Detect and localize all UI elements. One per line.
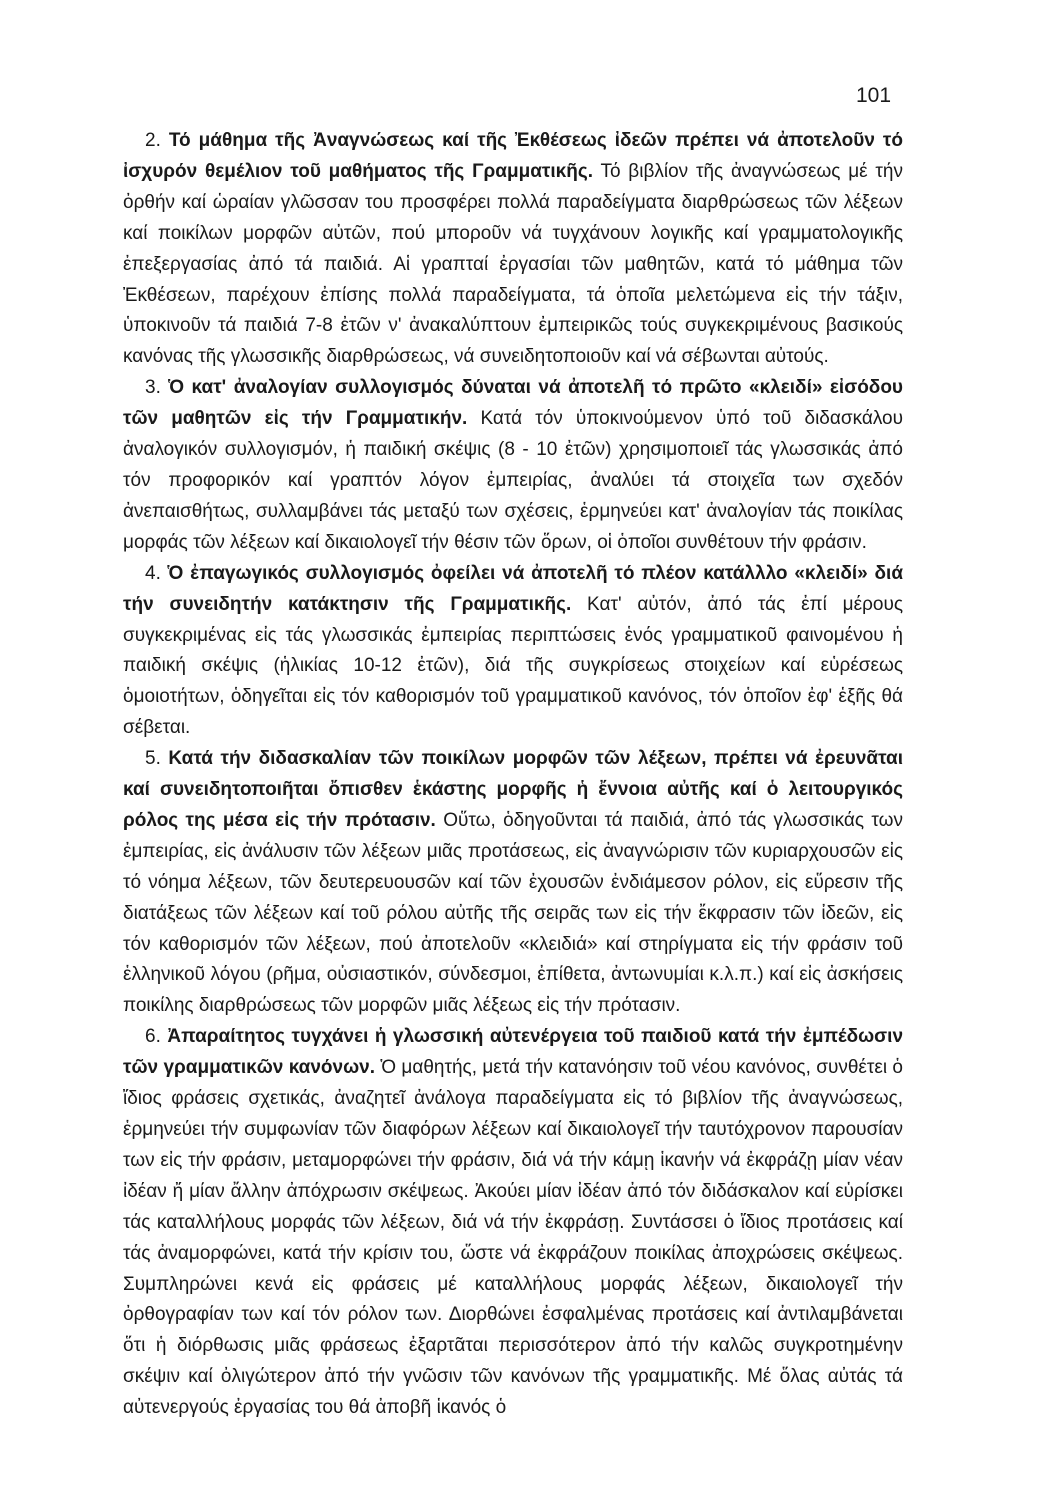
paragraph-heading: Τό μάθημα τῆς Ἀναγνώσεως καί τῆς Ἐκθέσεως ἰδεῶν πρέπει νά ἀποτελοῦν τό ἰσχυρόν θεμέλιον τοῦ μαθήματος τῆς Γραμματικῆς. (123, 130, 903, 182)
paragraph-number: 4. (145, 562, 161, 584)
body-text (123, 126, 903, 1424)
paragraph-6 (123, 1022, 903, 1424)
paragraph-3 (123, 373, 903, 558)
paragraph-body: Τό βιβλίον τῆς ἀναγνώσεως μέ τήν ὀρθήν καί ὡραίαν γλῶσσαν του προσφέρει πολλά παραδείγματα διαρθρώσεως τῶν λέξεων καί ποικίλων μορφῶν αὐτῶν, πού μποροῦν νά τυγχάνουν λογικῆς καί γραμματολογικῆς ἐπεξεργασίας ἀπό τά παιδιά. Αἱ γραπταί ἐργασίαι τῶν μαθητῶν, κατά τό μάθημα τῶν Ἐκθέσεων, παρέχουν ἐπίσης πολλά παραδείγματα, τά ὁποῖα μελετώμενα εἰς τήν τάξιν, ὑποκινοῦν τά παιδιά 7-8 ἐτῶν ν' ἀνακαλύπτουν ἐμπειρικῶς τούς συγκεκριμένους βασικούς κανόνας τῆς γλωσσικῆς διαρθρώσεως, νά συνειδητοποιοῦν καί νά σέβωνται αὐτούς. (123, 160, 903, 368)
paragraph-heading: Ὁ κατ' ἀναλογίαν συλλογισμός δύναται νά ἀποτελῆ τό πρῶτο «κλειδί» εἰσόδου τῶν μαθητῶν εἰς τήν Γραμματικήν. (123, 377, 903, 430)
paragraph-number: 3. (145, 377, 161, 399)
paragraph-heading: Κατά τήν διδασκαλίαν τῶν ποικίλων μορφῶν τῶν λέξεων, πρέπει νά ἐρευνᾶται καί συνειδητοποιῆται ὄπισθεν ἑκάστης μορφῆς ἡ ἔννοια αὐτῆς καί ὁ λειτουργικός ρόλος της μέσα εἰς τήν πρότασιν. (123, 748, 904, 831)
paragraph-number: 2. (145, 130, 161, 151)
paragraph-body: Κατ' αὐτόν, ἀπό τάς ἐπί μέρους συγκεκριμένας εἰς τάς γλωσσικάς ἐμπειρίας περιπτώσεις ἑνός γραμματικοῦ φαινομένου ἡ παιδική σκέψις (ἡλικίας 10-12 ἐτῶν), διά τῆς συγκρίσεως στοιχείων καί εὑρέσεως ὁμοιοτήτων, ὁδηγεῖται εἰς τόν καθορισμόν τοῦ γραμματικοῦ κανόνος, τόν ὁποῖον ἐφ' ἑξῆς θά σέβεται. (123, 593, 904, 739)
paragraph-body: Ὁ μαθητής, μετά τήν κατανόησιν τοῦ νέου κανόνος, συνθέτει ὁ ἴδιος φράσεις σχετικάς, ἀναζητεῖ ἀνάλογα παραδείγματα εἰς τό βιβλίον τῆς ἀναγνώσεως, ἑρμηνεύει τήν συμφωνίαν τῶν διαφόρων λέξεων καί δικαιολογεῖ τήν ταυτόχρονον παρουσίαν των εἰς τήν φράσιν, μεταμορφώνει τήν φράσιν, διά νά τήν κάμῃ ἱκανήν νά ἐκφράζῃ μίαν νέαν ἰδέαν ἤ μίαν ἄλλην ἀπόχρωσιν σκέψεως. Ἀκούει μίαν ἰδέαν ἀπό τόν διδάσκαλον καί εὑρίσκει τάς καταλλήλους μορφάς τῶν λέξεων, διά νά τήν ἐκφράσῃ. Συντάσσει ὁ ἴδιος προτάσεις καί τάς ἀναμορφώνει, κατά τήν κρίσιν του, ὥστε νά ἐκφράζουν ποικίλας ἀποχρώσεις σκέψεως. Συμπληρώνει κενά εἰς φράσεις μέ καταλλήλους μορφάς λέξεων, δικαιολογεῖ τήν ὀρθογραφίαν των καί τόν ρόλον των. Διορθώνει ἐσφαλμένας προτάσεις καί ἀντιλαμβάνεται ὅτι ἡ διόρθωσις μιᾶς φράσεως ἐξαρτᾶται περισσότερον ἀπό τήν καλῶς συγκροτημένην σκέψιν καί ὀλιγώτερον ἀπό τήν γνῶσιν τῶν κανόνων τῆς γραμματικῆς. Μέ ὅλας αὐτάς τά αὐτενεργούς ἐργασίας του θά ἀποβῆ ἱκανός ὁ (123, 1057, 903, 1419)
paragraph-heading: Ἀπαραίτητος τυγχάνει ἡ γλωσσική αὐτενέργεια τοῦ παιδιοῦ κατά τήν ἐμπέδωσιν τῶν γραμματικῶν κανόνων. (123, 1026, 904, 1079)
paragraph-body: Οὕτω, ὁδηγοῦνται τά παιδιά, ἀπό τάς γλωσσικάς των ἐμπειρίας, εἰς ἀνάλυσιν τῶν λέξεων μιᾶς προτάσεως, εἰς ἀναγνώρισιν τῶν κυριαρχουσῶν εἰς τό νόημα λέξεων, τῶν δευτερευουσῶν καί τῶν ἐχουσῶν ἐνδιάμεσον ρόλον, εἰς εὕρεσιν τῆς διατάξεως τῶν λέξεων καί τοῦ ρόλου αὐτῆς τῆς σειρᾶς των εἰς τήν ἔκφρασιν τῶν ἰδεῶν, εἰς τόν καθορισμόν τῶν λέξεων, πού ἀποτελοῦν «κλειδιά» καί στηρίγματα εἰς τήν φράσιν τοῦ ἑλληνικοῦ λόγου (ρῆμα, οὐσιαστικόν, σύνδεσμοι, ἐπίθετα, ἀντωνυμίαι κ.λ.π.) καί εἰς ἀσκήσεις ποικίλης διαρθρώσεως τῶν μορφῶν μιᾶς λέξεως εἰς τήν πρότασιν. (123, 809, 903, 1017)
paragraph-5 (123, 744, 903, 1022)
paragraph-number: 5. (145, 748, 161, 770)
paragraph-4 (123, 559, 903, 744)
paragraph-number: 6. (145, 1026, 161, 1048)
page-number: 101 (856, 84, 892, 107)
paragraph-heading: Ὁ ἐπαγωγικός συλλογισμός ὀφείλει νά ἀποτελῆ τό πλέον κατάλλλο «κλειδί» διά τήν συνειδητήν κατάκτησιν τῆς Γραμματικῆς. (123, 562, 904, 615)
paragraph-2 (123, 126, 903, 373)
paragraph-body: Κατά τόν ὑποκινούμενον ὑπό τοῦ διδασκάλου ἀναλογικόν συλλογισμόν, ἡ παιδική σκέψις (8 - 10 ἐτῶν) χρησιμοποιεῖ τάς γλωσσικάς ἀπό τόν προφορικόν καί γραπτόν λόγον ἐμπειρίας, ἀναλύει τά στοιχεῖα των σχεδόν ἀνεπαισθήτως, συλλαμβάνει τάς μεταξύ των σχέσεις, ἑρμηνεύει κατ' ἀναλογίαν τάς ποικίλας μορφάς τῶν λέξεων καί δικαιολογεῖ τήν θέσιν τῶν ὅρων, οἱ ὁποῖοι συνθέτουν τήν φράσιν. (123, 408, 904, 553)
